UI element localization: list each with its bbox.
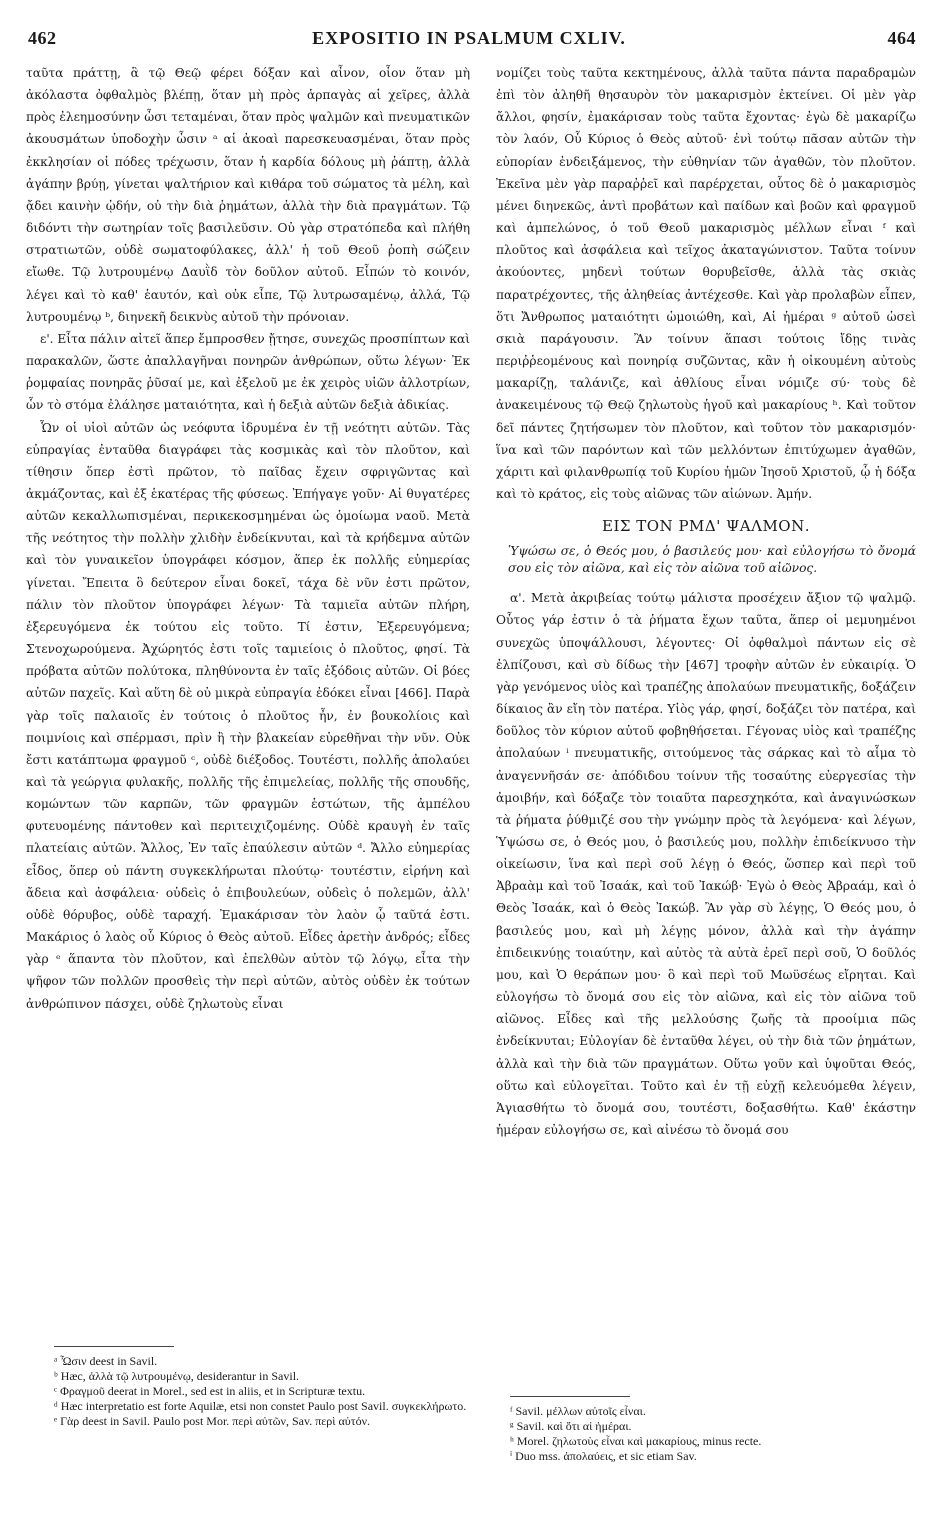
footnote: ʰ Morel. ζηλωτοὺς εἶναι καὶ μακαρίους, minus recte.: [510, 1434, 762, 1448]
right-column: [496, 62, 916, 1141]
running-title: EXPOSITIO IN PSALMUM CXLIV.: [312, 28, 626, 48]
psalm-heading: ΕΙΣ ΤΟΝ ΡΜΔ' ΨΑΛΜΟΝ.: [602, 517, 810, 536]
footnote: ᵃ Ὦσιν deest in Savil.: [54, 1354, 158, 1368]
paragraph: ε'. Εἶτα πάλιν αἰτεῖ ἅπερ ἔμπροσθεν ᾔτησε, συνεχῶς προσπίπτων καὶ παρακαλῶν, ὥστε ἀπαλλαγῆναι πονηρῶν ἀνθρώπων, οὕτω λέγων· Ἐκ ῥομφαίας πονηρᾶς ῥῦσαί με, καὶ ἐξελοῦ με ἐκ χειρὸς υἱῶν ἀλλοτρίων, ὧν τὸ στόμα ἐλάλησε ματαιότητα, καὶ ἡ δεξιὰ αὐτῶν δεξιὰ ἀδικίας.: [26, 331, 470, 413]
footnote: ᵈ Hæc interpretatio est forte Aquilæ, etsi non constet Paulo post Savil. συγκεκλήρωτο.: [54, 1399, 467, 1413]
paragraph: νομίζει τοὺς ταῦτα κεκτημένους, ἀλλὰ ταῦτα πάντα παραδραμὼν ἐπὶ τὸν ἀληθῆ θησαυρὸν τὸν μακαρισμὸν ἐκτείνει. Οἱ μὲν γὰρ ἄλλοι, φησίν, ἐμακάρισαν τοὺς ταῦτα ἔχοντας· ἐγὼ δὲ μακαρίζω τὸν λαόν, Οὗ Κύριος ὁ Θεὸς αὐτοῦ· ἐνὶ τούτῳ πᾶσαν αὐτῶν τὴν εὐπορίαν ἐνδειξάμενος, τὴν εὐθηνίαν τῶν ἀγαθῶν, τὸν πλοῦτον. Ἐκεῖνα μὲν γὰρ παραῤῥεῖ καὶ παρέρχεται, οὗτος δὲ ὁ μακαρισμὸς μένει διηνεκῶς, ἀντὶ προβάτων καὶ παίδων καὶ βοῶν καὶ φραγμοῦ καὶ ἀμπελώνος, ὁ τοῦ Θεοῦ μακαρισμὸς μέλλων εἶναι ᶠ καὶ πλοῦτος καὶ ἀσφάλεια καὶ τεῖχος ἀκαταγώνιστον. Ταῦτα τοίνυν ἀκούοντες, μηδενὶ τούτων θορυβεῖσθε, ἀλλὰ τὰς σκιὰς παρατρέχοντες, τῆς ἀληθείας ἀντέχεσθε. Καὶ γὰρ προλαβὼν εἶπεν, ὅτι Ἄνθρωπος ματαιότητι ὡμοιώθη, καὶ, Αἱ ἡμέραι ᵍ αὐτοῦ ὡσεὶ σκιὰ παράγουσιν. Ἂν τοίνυν ἅπασι τούτοις ἴδῃς τινὰς περιῤῥεομένους καὶ πονηρίᾳ συζῶντας, κἂν ἡ οἰκουμένη αὐτοὺς μακαρίζῃ, ταλάνιζε, καὶ ἀθλίους εἶναι νόμιζε σύ· τοὺς δὲ ἀνακειμένους τῷ Θεῷ ζηλωτοὺς ἡγοῦ καὶ μακαρίους ʰ. Καὶ τοῦτον δεῖ πάντες ζητήσωμεν τὸν πλοῦτον, καὶ τοῦτον τὸν μακαρισμόν· ἵνα καὶ τῶν παρόντων καὶ τῶν μελλόντων ἐπιτύχωμεν ἀγαθῶν, χάριτι καὶ φιλανθρωπίᾳ τοῦ Κυρίου ἡμῶν Ἰησοῦ Χριστοῦ, ᾧ ἡ δόξα καὶ τὸ κράτος, εἰς τοὺς αἰῶνας τῶν αἰώνων. Ἀμήν.: [496, 66, 916, 501]
footnotes-right: [510, 1404, 910, 1464]
paragraph: ταῦτα πράττῃ, ἃ τῷ Θεῷ φέρει δόξαν καὶ αἶνον, οἷον ὅταν μὴ ἀκόλαστα ὀφθαλμὸς βλέπῃ, ὅταν μὴ πρὸς ἁρπαγὰς αἱ χεῖρες, ἀλλὰ πρὸς ἐλεημοσύνην ὦσι τεταμέναι, ὅταν πρὸς ψαλμῶν καὶ πνευματικῶν ἀκουσμάτων ὑποδοχὴν ὦσιν ᵃ αἱ ἀκοαὶ παρεσκευασμέναι, ὅταν πρὸς ἐκκλησίαν οἱ πόδες τρέχωσιν, ὅταν ἡ καρδία δόλους μὴ ῥάπτῃ, ἀλλὰ ἀγάπην βρύῃ, γίνεται ψαλτήριον καὶ κιθάρα τοῦ σώματος τὰ μέλη, καὶ ᾄδει καινὴν ᾠδήν, οὐ τὴν διὰ ῥημάτων, ἀλλὰ τὴν διὰ πραγμάτων. Τῷ διδόντι τὴν σωτηρίαν τοῖς βασιλεῦσιν. Οὐ γὰρ στρατόπεδα καὶ πλήθη στρατιωτῶν, οὐδὲ σωματοφύλακες, ἀλλ' ἡ τοῦ Θεοῦ ῥοπὴ σώζειν εἴωθε. Τῷ λυτρουμένῳ Δαυῒδ τὸν δοῦλον αὐτοῦ. Εἶπών τὸ κοινόν, λέγει καὶ τὸ καθ' ἑαυτόν, καὶ οὐκ εἶπε, Τῷ λυτρωσαμένῳ, ἀλλά, Τῷ λυτρουμένῳ ᵇ, διηνεκῆ δεικνὺς αὐτοῦ τὴν πρόνοιαν.: [26, 66, 470, 324]
footnote: ᶜ Φραγμοῦ deerat in Morel., sed est in aliis, et in Scripturæ textu.: [54, 1384, 366, 1398]
paragraph: α'. Μετὰ ἀκριβείας τούτῳ μάλιστα προσέχειν ἄξιον τῷ ψαλμῷ. Οὗτος γάρ ἐστιν ὁ τὰ ῥήματα ἔχων ταῦτα, ἅπερ οἱ μεμυημένοι συνεχῶς ὑποψάλλουσι, λέγοντες· Οἱ ὀφθαλμοὶ πάντων εἰς σὲ ἐλπίζουσι, καὶ σὺ δίδως τὴν [467] τροφὴν αὐτῶν ἐν εὐκαιρίᾳ. Ὁ γὰρ γενόμενος υἱὸς καὶ τραπέζης ἀπολαύων πνευματικῆς, δοξάζειν δίκαιος ἂν εἴη τὸν πατέρα. Υἱὸς γάρ, φησί, δοξάζει τὸν πατέρα, καὶ δοῦλος τὸν κύριον αὐτοῦ φοβηθήσεται. Γέγονας υἱὸς καὶ τραπέζης ἀπολαύων ⁱ πνευματικῆς, σιτούμενος τὰς σάρκας καὶ τὸ αἷμα τὸ ἀναγεννῆσάν σε· ἀπόδιδου τοίνυν τῆς τοσαύτης εὐεργεσίας τὴν ἀμοιβήν, καὶ δόξαζε τὸν τοιαῦτα παρεσχηκότα, καὶ ἀναγινώσκων τὰ ῥήματα ῥύθμιζέ σου τὴν γνώμην πρὸς τὰ λεγόμενα· καὶ λέγων, Ὑψώσω σε, ὁ Θεός μου, ὁ βασιλεύς μου, πολλὴν ἐπιδείκνυσο τὴν οἰκείωσιν, ἵνα καὶ περὶ σοῦ λέγῃ ὁ Θεός, ὥσπερ καὶ περὶ τοῦ Ἀβραὰμ καὶ τοῦ Ἰσαάκ, καὶ τοῦ Ἰακώβ· Ἐγὼ ὁ Θεὸς Ἀβραάμ, καὶ ὁ Θεὸς Ἰσαάκ, καὶ ὁ Θεὸς Ἰακώβ. Ἂν γὰρ σὺ λέγῃς, Ὁ Θεός μου, ὁ βασιλεύς μου, καὶ μὴ λέγῃς μόνον, ἀλλὰ καὶ τὴν ἀγάπην ἐπιδεικνύῃς τοιαύτην, καὶ αὐτὸς τὰ αὐτὰ ἐρεῖ περὶ σοῦ, Ὁ δοῦλός μου, καὶ Ὁ θεράπων μου· ὃ καὶ περὶ τοῦ Μωϋσέως εἴρηται. Καὶ εὐλογήσω τὸ ὄνομά σου εἰς τὸν αἰῶνα, καὶ εἰς τὸν αἰῶνα τοῦ αἰῶνος. Εἶδες καὶ τῆς μελλούσης ζωῆς τὰ προοίμια πῶς ἐνδείκνυται; Εὐλογίαν δὲ ἐνταῦθα λέγει, οὐ τὴν διὰ τῶν ῥημάτων, ἀλλὰ καὶ τὴν διὰ τῶν πραγμάτων. Οὕτω γοῦν καὶ ὑψοῦται Θεός, οὕτω καὶ εὐλογεῖται. Τοῦτο καὶ ἐν τῇ εὐχῇ κελευόμεθα λέγειν, Ἁγιασθήτω τὸ ὄνομά σου, τουτέστι, δοξασθήτω. Καθ' ἑκάστην ἡμέραν εὐλογήσω σε, καὶ αἰνέσω τὸ ὄνομά σου: [496, 591, 916, 1138]
paragraph: Ὧν οἱ υἱοὶ αὐτῶν ὡς νεόφυτα ἱδρυμένα ἐν τῇ νεότητι αὐτῶν. Τὰς εὐπραγίας ἐνταῦθα διαγράφει τὰς κοσμικὰς καὶ τὸν πλοῦτον, καὶ τίθησιν ὅπερ ἐστὶ πρῶτον, τὸ παῖδας ἔχειν σφριγῶντας καὶ ἀκμάζοντας, καὶ ἐξ ἑκατέρας τῆς φύσεως. Ἐπήγαγε γοῦν· Αἱ θυγατέρες αὐτῶν κεκαλλωπισμέναι, περικεκοσμημέναι ὡς ὁμοίωμα ναοῦ. Μετὰ τῆς νεότητος τὴν πολλὴν χλιδὴν ἐνδείκνυται, καὶ τὰ κρήδεμνα αὐτῶν καὶ τὸν γυναικεῖον ὑπογράφει κόσμον, ἅπερ ἐκ πολλῆς εὐημερίας γίνεται. Ἔπειτα ὃ δεύτερον εἶναι δοκεῖ, τάχα δὲ νῦν ἐστι πρῶτον, πάλιν τὸν πλοῦτον ὑπογράφει λέγων· Τὰ ταμιεῖα αὐτῶν πλήρη, ἐξερευγόμενα ἐκ τούτου εἰς τοῦτο. Τί ἐστιν, Ἐξερευγόμενα; Στενοχωρούμενα. Ἀχώρητός ἐστι τοῖς ταμιείοις ὁ πλοῦτος, φησί. Τὰ πρόβατα αὐτῶν πολύτοκα, πληθύνοντα ἐν ταῖς ἐξόδοις αὐτῶν. Οἱ βόες αὐτῶν παχεῖς. Καὶ αὕτη δὲ οὐ μικρὰ εὐπραγία ἐδόκει εἶναι [466]. Παρὰ γὰρ τοῖς παλαιοῖς ἐν τούτοις ὁ πλοῦτος ἦν, ἐν βουκολίοις καὶ ποιμνίοις καὶ σπέρμασι, πρὶν ἢ τὴν βλακείαν εὑρεθῆναι τὴν νῦν. Οὐκ ἔστι κατάπτωμα φραγμοῦ ᶜ, οὐδὲ διέξοδος. Τουτέστι, πολλῆς ἀπολαύει καὶ τὰ γεώργια φυλακῆς, πολλῆς τῆς ἐπιμελείας, πολλῆς τῆς σπουδῆς, κομώντων τῶν καρπῶν, τῶν φραγμῶν ἑστώτων, τῆς ἀμπέλου φυτευομένης πάντοθεν καὶ περιτειχιζομένης. Οὐδὲ κραυγὴ ἐν ταῖς πλατείαις αὐτῶν. Ἄλλος, Ἐν ταῖς ἐπαύλεσιν αὐτῶν ᵈ. Ἄλλο εὐημερίας εἶδος, ὅπερ οὐ πάντη συγκεκλήρωται πλούτῳ· τουτέστιν, εἰρήνη καὶ ἄδεια καὶ ἀσφάλεια· οὐδεὶς ὁ ἐπιβουλεύων, οὐδεὶς ὁ πολεμῶν, ἀλλ' οὐδὲ θόρυβος, οὐδὲ ταραχή. Ἐμακάρισαν τὸν λαὸν ᾧ ταῦτά ἐστι. Μακάριος ὁ λαὸς οὗ Κύριος ὁ Θεὸς αὐτοῦ. Εἶδες ἀρετὴν ἀνδρός; εἶδες γὰρ ᵉ ἅπαντα τὸν πλοῦτον, καὶ ἐπελθὼν αὐτὸν τῷ λόγῳ, εἶτα τὴν ψῆφον τῶν πολλῶν προσθεὶς τὴν περὶ αὐτῶν, αὐτὸς οὐδὲν ἐκ τούτων ἀνθρώπινον πάσχει, οὐδὲ ζηλωτοὺς εἶναι: [26, 420, 470, 1011]
footnote: ⁱ Duo mss. ἀπολαύεις, et sic etiam Sav.: [510, 1449, 697, 1463]
footnotes-left: [54, 1354, 474, 1429]
left-column: [26, 62, 470, 1015]
footnote-rule-right: [510, 1396, 630, 1397]
footnote: ᵉ Γὰρ deest in Savil. Paulo post Mor. περὶ αὐτῶν, Sav. περὶ αὐτόν.: [54, 1414, 370, 1428]
footnote-rule-left: [54, 1346, 174, 1347]
footnote: ᵍ Savil. καὶ ὅτι αἱ ἡμέραι.: [510, 1419, 632, 1433]
footnote: ᶠ Savil. μέλλων αὐτοῖς εἶναι.: [510, 1404, 646, 1418]
footnote: ᵇ Hæc, ἀλλὰ τῷ λυτρουμένῳ, desiderantur in Savil.: [54, 1369, 300, 1383]
page-number-left: 462: [28, 28, 57, 48]
psalm-verse: Ὑψώσω σε, ὁ Θεός μου, ὁ βασιλεύς μου· καὶ εὐλογήσω τὸ ὄνομά σου εἰς τὸν αἰῶνα, καὶ εἰς τὸν αἰῶνα τοῦ αἰῶνος.: [508, 544, 916, 576]
page-number-right: 464: [887, 28, 916, 48]
